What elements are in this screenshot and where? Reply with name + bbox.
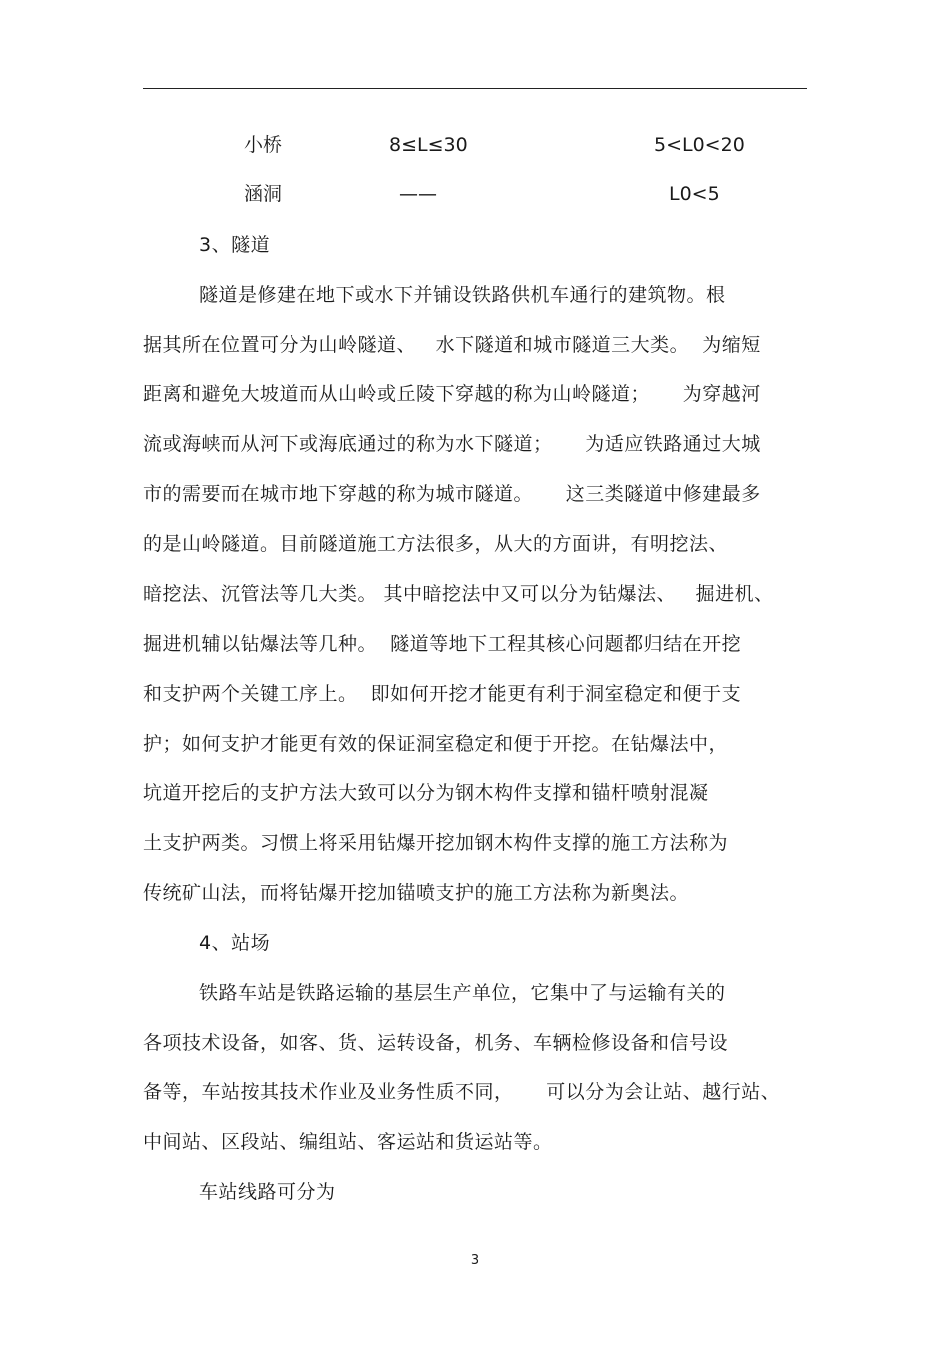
paragraph-line: 的是山岭隧道。目前隧道施工方法很多，从大的方面讲，有明挖法、 [143,533,729,555]
paragraph-line: 隧道是修建在地下或水下并铺设铁路供机车通行的建筑物。根 [199,284,726,306]
table-cell-clear: L0<5 [669,183,720,205]
section-heading-tunnel: 3、隧道 [199,234,271,256]
paragraph-line: 各项技术设备，如客、货、运转设备，机务、车辆检修设备和信号设 [143,1032,729,1054]
paragraph-line: 护；如何支护才能更有效的保证洞室稳定和便于开挖。在钻爆法中， [143,733,729,755]
paragraph-line: 车站线路可分为 [199,1181,336,1203]
paragraph-line: 坑道开挖后的支护方法大致可以分为钢木构件支撑和锚杆喷射混凝 [143,782,709,804]
paragraph-line: 流或海峡而从河下或海底通过的称为水下隧道； 为适应铁路通过大城 [143,433,761,455]
table-cell-clear: 5<L0<20 [654,134,745,156]
paragraph-line: 土支护两类。习惯上将采用钻爆开挖加钢木构件支撑的施工方法称为 [143,832,729,854]
header-rule [143,88,807,89]
paragraph-line: 距离和避免大坡道而从山岭或丘陵下穿越的称为山岭隧道； 为穿越河 [143,383,761,405]
paragraph-line: 据其所在位置可分为山岭隧道、 水下隧道和城市隧道三大类。 为缩短 [143,334,761,356]
paragraph-line: 铁路车站是铁路运输的基层生产单位，它集中了与运输有关的 [199,982,726,1004]
table-cell-span: 8≤L≤30 [389,134,468,156]
paragraph-line: 备等，车站按其技术作业及业务性质不同， 可以分为会让站、越行站、 [143,1081,781,1103]
paragraph-line: 掘进机辅以钻爆法等几种。 隧道等地下工程其核心问题都归结在开挖 [143,633,742,655]
table-cell-name: 小桥 [244,134,283,156]
page-number: 3 [470,1253,480,1268]
table-cell-name: 涵洞 [244,183,283,205]
paragraph-line: 和支护两个关键工序上。 即如何开挖才能更有利于洞室稳定和便于支 [143,683,742,705]
paragraph-line: 中间站、区段站、编组站、客运站和货运站等。 [143,1131,553,1153]
paragraph-line: 暗挖法、沉管法等几大类。 其中暗挖法中又可以分为钻爆法、 掘进机、 [143,583,774,605]
table-cell-span: —— [399,183,437,205]
section-heading-station: 4、站场 [199,932,271,954]
paragraph-line: 市的需要而在城市地下穿越的称为城市隧道。 这三类隧道中修建最多 [143,483,761,505]
paragraph-line: 传统矿山法，而将钻爆开挖加锚喷支护的施工方法称为新奥法。 [143,882,690,904]
